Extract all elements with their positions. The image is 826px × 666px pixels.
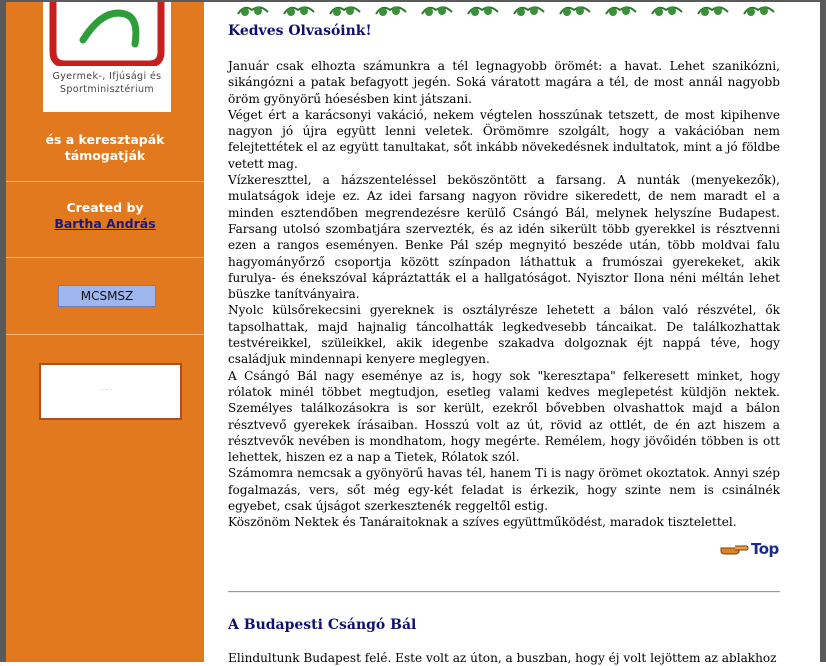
- article-title: A Budapesti Csángó Bál: [228, 617, 417, 633]
- banner-placeholder-icon: · ·· ·: [101, 387, 113, 394]
- article-paragraph: Vízkereszttel, a házszenteléssel beköszöntött a farsang. A nunták (menyekezők), mulatságok ideje ez. Az idei farsang nagyon rövidre sikeredett, de nem maradt el a minden esztendőben megrendezésre kerülő Csángó Bál, melynek helyszíne Budapest. Farsang utolsó szombatjára szervezték, és az idén sikerült több gyerekkel is résztvenni ezen a rangos eseményen. Benke Pál szép megnyitó beszéde után, több moldvai falu hagyományőrző csoportja között színpadon láthattuk a frumószai gyerekeket, akik furulya- és énekszóval kápráztatták el a hallgatóságot. Nyisztor Ilona néni méltán lehet büszke tanítványaira.: [228, 173, 780, 302]
- leaf-icon: [604, 2, 638, 20]
- author-link[interactable]: Bartha András: [54, 216, 156, 231]
- logo-line-1: Gyermek-, Ifjúsági és: [52, 71, 162, 82]
- mcsmsz-button[interactable]: MCSMSZ: [58, 285, 156, 307]
- sidebar-divider: [6, 257, 204, 258]
- leaf-icon: [328, 2, 362, 20]
- leaf-icon: [374, 2, 408, 20]
- article-paragraph: Nyolc külsőrekecsini gyereknek is osztályrésze lehetett a bálon való részvétel, ők tapsolhattak, majd hajnalig táncolhatták legkedvesebb táncaikat. De találkozhattak testvéreikkel, szüleikkel, akik idegenbe szakadva dolgoznak éjt nappá téve, hogy családjuk mindennapi kenyere meglegyen.: [228, 303, 780, 367]
- article-paragraph: Számomra nemcsak a gyönyörű havas tél, hanem Ti is nagy örömet okoztatok. Annyi szép fogalmazás, vers, sőt még egy-két feladat is érkezik, hogy szinte nem is csinálnék egyebet, csak újságot szerkesztenék reggeltől estig.: [228, 466, 780, 514]
- leaf-icon: [282, 2, 316, 20]
- banner-box[interactable]: [39, 363, 182, 420]
- leaf-icon: [650, 2, 684, 20]
- leaf-icon: [742, 2, 776, 20]
- support-text: [6, 132, 204, 164]
- article-paragraph: Köszönöm Nektek és Tanáraitoknak a szíves együttműködést, maradok tisztelettel.: [228, 515, 737, 530]
- logo-text: [43, 70, 171, 96]
- leaf-icon: [558, 2, 592, 20]
- leaf-icon: [420, 2, 454, 20]
- logo-line-2: Sportminisztérium: [59, 84, 155, 95]
- credits: [6, 200, 204, 232]
- section-divider: [228, 591, 780, 593]
- support-text-line-1: és a keresztapák: [45, 132, 165, 147]
- ministry-logo[interactable]: [43, 0, 171, 112]
- sidebar-divider: [6, 181, 204, 182]
- article-paragraph: Véget ért a karácsonyi vakáció, nekem végtelen hosszúnak tetszett, de most kipihenve nagyon jó újra együtt lenni veletek. Örömömre szolgált, hogy a vakációban nem felejtettétek el az együtt tanultakat, sőt inkább növekedésnek indultatok, mint a jó földbe vetett mag.: [228, 107, 780, 171]
- article-body-preview: Elindultunk Budapest felé. Este volt az úton, a buszban, hogy éj volt lejöttem az ablakhoz: [228, 651, 777, 665]
- article-body: [228, 58, 780, 531]
- created-by-label: Created by: [66, 200, 144, 215]
- leaf-icon: [696, 2, 730, 20]
- vine-decoration: [236, 2, 776, 20]
- logo-emblem-icon: [47, 0, 167, 66]
- leaf-icon: [466, 2, 500, 20]
- top-label: Top: [751, 540, 779, 558]
- sidebar: [6, 0, 204, 662]
- article-title: Kedves Olvasóink!: [228, 23, 372, 39]
- support-text-line-2: támogatják: [64, 148, 146, 163]
- leaf-icon: [236, 2, 270, 20]
- article-paragraph: A Csángó Bál nagy eseménye az is, hogy sok "keresztapa" felkeresett minket, hogy rólatok minél többet megtudjon, esetleg valami kedves meglepetést küldjön nektek. Személyes találkozásokra is sor került, ezekről bővebben olvashattok majd a bálon résztvevő gyerekek írásaiban. Hosszú volt az út, rövid az ottlét, de én azt hiszem a résztvevők nevében is mondhatom, hogy megérte. Remélem, hogy jövőidén többen is ott lehettek, hiszen ez a nap a Tietek, Rólatok szól.: [228, 368, 780, 465]
- back-to-top-button[interactable]: [719, 540, 781, 560]
- sidebar-divider: [6, 334, 204, 335]
- pointing-hand-icon: [719, 540, 749, 560]
- leaf-icon: [512, 2, 546, 20]
- article-paragraph: Január csak elhozta számunkra a tél legnagyobb örömét: a havat. Lehet szanikózni, sikángózni a patak befagyott jegén. Soká váratott magára a tél, de most annál nagyobb öröm gyönyörű hóesésben kint játszani.: [228, 59, 780, 106]
